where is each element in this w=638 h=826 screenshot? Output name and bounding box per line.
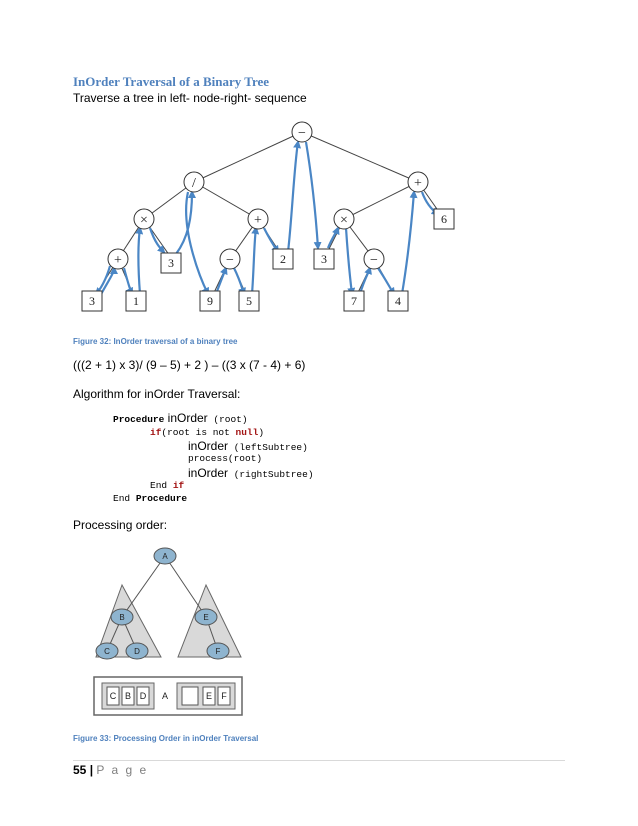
leaf-2-label: 2 bbox=[280, 252, 286, 266]
keyword-procedure: Procedure bbox=[113, 414, 165, 425]
times-left-label: × bbox=[140, 213, 148, 228]
figure-33-caption: Figure 33: Processing Order in inOrder Traversal bbox=[73, 734, 259, 743]
minus-middle-label: − bbox=[226, 253, 234, 268]
end-text: End bbox=[113, 493, 136, 504]
function-name: inOrder bbox=[188, 439, 229, 453]
keyword-null: null bbox=[235, 427, 259, 438]
node-d-label: D bbox=[134, 647, 140, 656]
page-footer bbox=[73, 763, 148, 777]
page-number: 55 bbox=[73, 763, 87, 777]
node-c-label: C bbox=[104, 647, 110, 656]
code-line-5 bbox=[188, 466, 314, 480]
leaf-5-label: 5 bbox=[246, 294, 252, 308]
seq-blank-box bbox=[182, 687, 198, 705]
node-a-label: A bbox=[162, 552, 168, 561]
code-line-4 bbox=[188, 453, 262, 464]
code-line-7 bbox=[113, 493, 187, 504]
footer-separator: | bbox=[86, 763, 97, 777]
root-minus-label: − bbox=[298, 126, 306, 141]
code-line-2 bbox=[150, 427, 264, 438]
function-name: inOrder bbox=[188, 466, 229, 480]
processing-order-tree bbox=[93, 545, 248, 663]
leaf-7-label: 7 bbox=[351, 294, 357, 308]
seq-e-label: E bbox=[205, 691, 213, 701]
footer-rule bbox=[73, 760, 565, 761]
code-line-6 bbox=[150, 480, 184, 491]
section-heading: InOrder Traversal of a Binary Tree bbox=[73, 74, 270, 89]
minus-right-label: − bbox=[370, 253, 378, 268]
divide-label: / bbox=[192, 176, 196, 191]
keyword-if: if bbox=[150, 427, 162, 438]
leaf-6-label: 6 bbox=[441, 212, 447, 226]
function-name: inOrder bbox=[164, 411, 208, 425]
condition-end: ) bbox=[258, 427, 265, 438]
node-b-label: B bbox=[119, 613, 125, 622]
code-line-1 bbox=[113, 411, 248, 425]
keyword-procedure: Procedure bbox=[135, 493, 188, 504]
seq-d-label: D bbox=[139, 691, 147, 701]
process-call: process(root) bbox=[188, 453, 263, 464]
algorithm-title: Algorithm for inOrder Traversal: bbox=[73, 387, 241, 401]
processing-sequence bbox=[93, 676, 243, 716]
node-e-label: E bbox=[203, 613, 209, 622]
seq-a-label: A bbox=[161, 691, 169, 701]
argument: (leftSubtree) bbox=[228, 442, 308, 453]
argument: (rightSubtree) bbox=[228, 469, 314, 480]
plus-right-label: + bbox=[414, 176, 422, 191]
end-text: End bbox=[150, 480, 173, 491]
processing-order-title: Processing order: bbox=[73, 518, 168, 532]
seq-c-label: C bbox=[109, 691, 117, 701]
leaf-3c-label: 3 bbox=[89, 294, 95, 308]
plus-middle-label: + bbox=[254, 213, 262, 228]
page-word: P a g e bbox=[96, 763, 149, 777]
leaf-9-label: 9 bbox=[207, 294, 213, 308]
times-right-label: × bbox=[340, 213, 348, 228]
intro-text: Traverse a tree in left- node-right- sequence bbox=[73, 91, 307, 105]
seq-f-label: F bbox=[221, 691, 227, 701]
leaf-1-label: 1 bbox=[133, 294, 139, 308]
leaf-3a-label: 3 bbox=[168, 256, 174, 270]
argument: (root) bbox=[207, 414, 248, 425]
node-f-label: F bbox=[215, 647, 221, 656]
figure-32-caption: Figure 32: InOrder traversal of a binary tree bbox=[73, 337, 238, 346]
seq-b-label: B bbox=[124, 691, 132, 701]
condition-start: (root is not bbox=[161, 427, 236, 438]
inorder-expression-tree bbox=[80, 118, 480, 323]
leaf-4-label: 4 bbox=[395, 294, 401, 308]
code-line-3 bbox=[188, 439, 308, 453]
leaf-3b-label: 3 bbox=[321, 252, 327, 266]
keyword-if: if bbox=[172, 480, 185, 491]
expression-text: (((2 + 1) x 3)/ (9 – 5) + 2 ) – ((3 x (7 - 4) + 6) bbox=[73, 358, 306, 372]
plus-leftmost-label: + bbox=[114, 253, 122, 268]
